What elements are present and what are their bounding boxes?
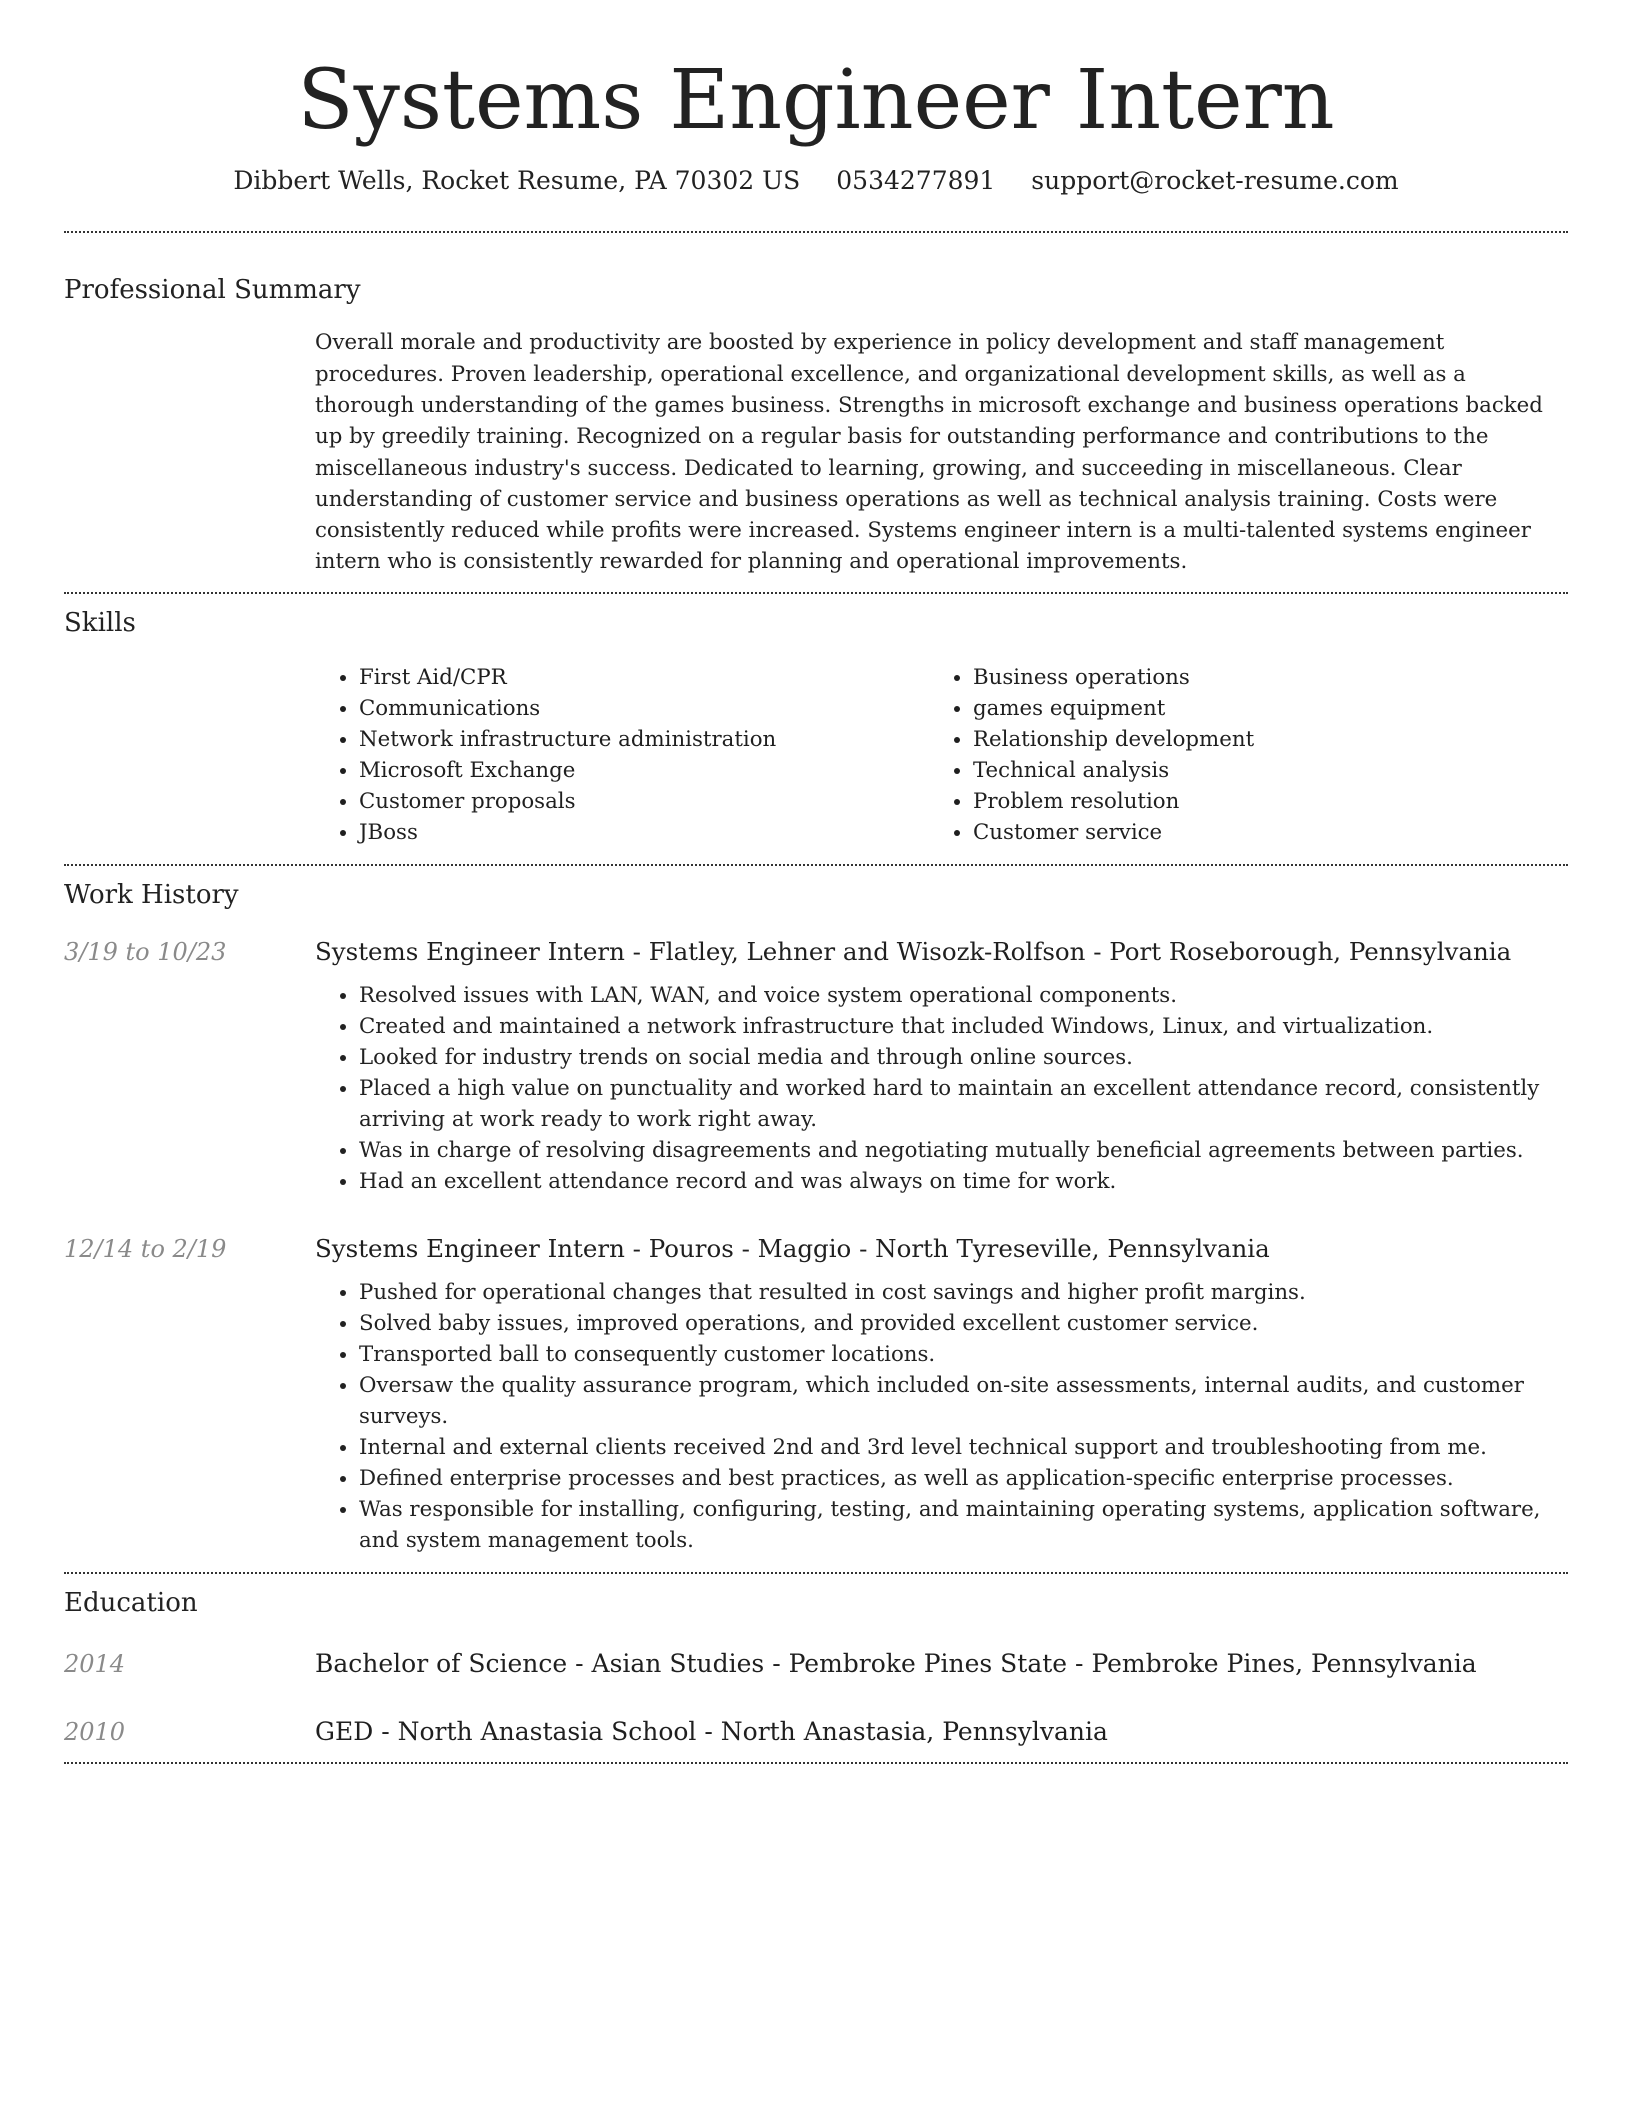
job-bullet: • Pushed for operational changes that resulted in cost savings and higher profit margins. bbox=[359, 1277, 1568, 1308]
resume-title: Systems Engineer Intern bbox=[297, 53, 1335, 148]
skills-column-right bbox=[929, 662, 1543, 848]
job-bullet: • Placed a high value on punctuality and worked hard to maintain an excellent attendance record, consistently arriving at work ready to work right away. bbox=[359, 1073, 1568, 1135]
job-dates: 3/19 to 10/23 bbox=[64, 937, 227, 966]
job-bullet: • Looked for industry trends on social media and through online sources. bbox=[359, 1042, 1568, 1073]
job-bullet: • Internal and external clients received 2nd and 3rd level technical support and troubleshooting from me. bbox=[359, 1432, 1568, 1463]
job-header: Systems Engineer Intern - Flatley, Lehner and Wisozk-Rolfson - Port Roseborough, Pennsylvania bbox=[315, 936, 1512, 966]
skill-item: • Communications bbox=[359, 693, 929, 724]
job-entry bbox=[64, 1231, 1568, 1556]
skills-grid bbox=[315, 662, 1568, 848]
skill-item: • Customer proposals bbox=[359, 786, 929, 817]
job-body bbox=[315, 934, 1568, 1197]
summary-heading: Professional Summary bbox=[64, 275, 361, 306]
skill-item: • Problem resolution bbox=[973, 786, 1543, 817]
job-bullet: • Was responsible for installing, configuring, testing, and maintaining operating systems, application software, and system management tools. bbox=[359, 1494, 1568, 1556]
job-bullet: • Created and maintained a network infrastructure that included Windows, Linux, and virtualization. bbox=[359, 1011, 1568, 1042]
skills-heading: Skills bbox=[64, 607, 136, 638]
education-details: Bachelor of Science - Asian Studies - Pembroke Pines State - Pembroke Pines, Pennsylvania bbox=[315, 1648, 1477, 1678]
job-bullet: • Resolved issues with LAN, WAN, and voice system operational components. bbox=[359, 980, 1568, 1011]
divider bbox=[64, 864, 1568, 866]
skill-item: • Customer service bbox=[973, 817, 1543, 848]
job-dates: 12/14 to 2/19 bbox=[64, 1234, 227, 1263]
job-body bbox=[315, 1231, 1568, 1556]
job-bullet: • Oversaw the quality assurance program, which included on-site assessments, internal audits, and customer surveys. bbox=[359, 1370, 1568, 1432]
skill-item: • Business operations bbox=[973, 662, 1543, 693]
contact-address: Dibbert Wells, Rocket Resume, PA 70302 US bbox=[233, 166, 801, 196]
job-bullet: • Was in charge of resolving disagreements and negotiating mutually beneficial agreements between parties. bbox=[359, 1135, 1568, 1166]
job-bullets bbox=[315, 1277, 1568, 1556]
education-year: 2010 bbox=[64, 1717, 126, 1746]
skills-column-left bbox=[315, 662, 929, 848]
summary-text: Overall morale and productivity are boosted by experience in policy development and staff management procedures. Proven leadership, operational excellence, and organizational development skills, as well as a thorough understanding of the games business. Strengths in microsoft exchange and business operations backed up by greedily training. Recognized on a regular basis for outstanding performance and contributions to the miscellaneous industry's success. Dedicated to learning, growing, and succeeding in miscellaneous. Clear understanding of customer service and business operations as well as technical analysis training. Costs were consistently reduced while profits were increased. Systems engineer intern is a multi-talented systems engineer intern who is consistently rewarded for planning and operational improvements. bbox=[315, 330, 1543, 575]
work-history-heading: Work History bbox=[64, 879, 239, 910]
job-bullet: • Had an excellent attendance record and was always on time for work. bbox=[359, 1166, 1568, 1197]
education-entry bbox=[64, 1646, 1568, 1682]
divider bbox=[64, 592, 1568, 594]
skill-item: • First Aid/CPR bbox=[359, 662, 929, 693]
job-bullet: • Solved baby issues, improved operations, and provided excellent customer service. bbox=[359, 1308, 1568, 1339]
skill-item: • Relationship development bbox=[973, 724, 1543, 755]
education-details: GED - North Anastasia School - North Anastasia, Pennsylvania bbox=[315, 1716, 1108, 1746]
education-entry bbox=[64, 1714, 1568, 1750]
contact-line bbox=[64, 166, 1568, 195]
divider bbox=[64, 231, 1568, 233]
job-entry bbox=[64, 934, 1568, 1197]
job-bullets bbox=[315, 980, 1568, 1197]
contact-email[interactable]: support@rocket-resume.com bbox=[1031, 166, 1399, 196]
skill-item: • Network infrastructure administration bbox=[359, 724, 929, 755]
education-heading: Education bbox=[64, 1587, 198, 1618]
job-bullet: • Transported ball to consequently customer locations. bbox=[359, 1339, 1568, 1370]
divider bbox=[64, 1762, 1568, 1764]
skill-item: • games equipment bbox=[973, 693, 1543, 724]
education-year: 2014 bbox=[64, 1649, 126, 1678]
skill-item: • Technical analysis bbox=[973, 755, 1543, 786]
skill-item: • JBoss bbox=[359, 817, 929, 848]
contact-phone: 0534277891 bbox=[836, 166, 996, 196]
job-header: Systems Engineer Intern - Pouros - Maggio - North Tyreseville, Pennsylvania bbox=[315, 1233, 1270, 1263]
job-bullet: • Defined enterprise processes and best practices, as well as application-specific enterprise processes. bbox=[359, 1463, 1568, 1494]
skill-item: • Microsoft Exchange bbox=[359, 755, 929, 786]
divider bbox=[64, 1572, 1568, 1574]
